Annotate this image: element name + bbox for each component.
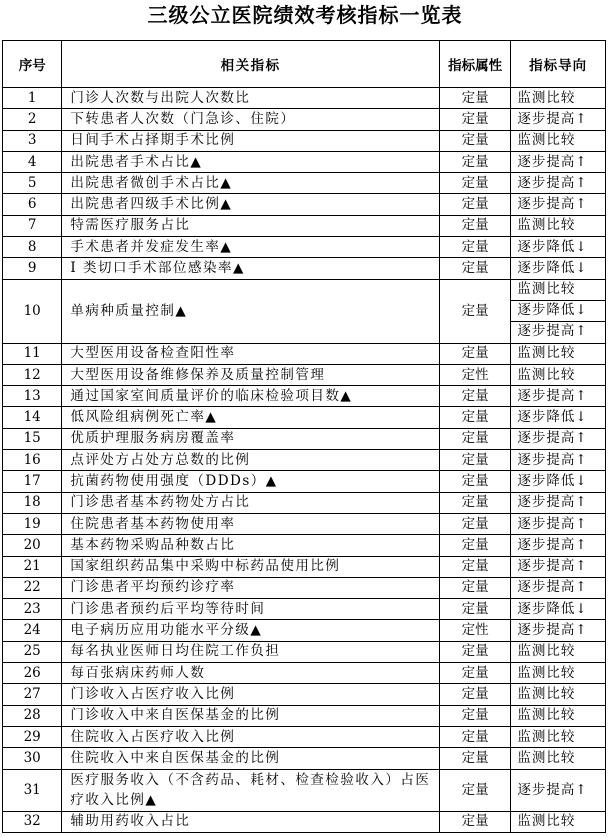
indicator-attribute: 定量	[439, 705, 510, 726]
row-number: 18	[3, 492, 62, 513]
direction-option: 逐步降低↓	[511, 300, 605, 321]
indicator-attribute: 定量	[439, 684, 510, 705]
indicator-name: 门诊收入占医疗收入比例	[62, 684, 440, 705]
row-number: 5	[3, 173, 62, 194]
table-row	[3, 726, 606, 747]
indicator-name: 下转患者人次数（门急诊、住院）	[62, 109, 440, 130]
indicator-direction: 逐步提高↑	[511, 428, 606, 449]
table-row	[3, 620, 606, 641]
row-number: 12	[3, 364, 62, 385]
page-title: 三级公立医院绩效考核指标一览表	[147, 3, 463, 27]
indicator-attribute: 定量	[439, 237, 510, 258]
indicator-attribute: 定性	[439, 620, 510, 641]
indicator-direction: 逐步提高↑	[511, 194, 606, 215]
indicator-attribute: 定量	[439, 258, 510, 279]
indicator-name: 大型医用设备维修保养及质量控制管理	[62, 364, 440, 385]
direction-option: 监测比较	[517, 280, 576, 297]
row-number: 7	[3, 215, 62, 236]
row-number: 9	[3, 258, 62, 279]
indicator-attribute: 定量	[439, 641, 510, 662]
indicator-direction: 监测比较	[511, 705, 606, 726]
row-number: 23	[3, 599, 62, 620]
row-number: 17	[3, 471, 62, 492]
indicator-direction: 逐步提高↑	[511, 769, 606, 811]
indicator-name: 住院收入中来自医保基金的比例	[62, 748, 440, 769]
indicator-direction: 监测比较	[511, 726, 606, 747]
indicator-name: 手术患者并发症发生率▲	[62, 237, 440, 258]
table-row	[3, 364, 606, 385]
table-row	[3, 194, 606, 215]
indicator-name: 每百张病床药师人数	[62, 663, 440, 684]
indicator-direction: 逐步提高↑	[511, 620, 606, 641]
indicator-name: 国家组织药品集中采购中标药品使用比例	[62, 556, 440, 577]
indicator-attribute: 定量	[439, 492, 510, 513]
table-row	[3, 577, 606, 598]
table-row	[3, 663, 606, 684]
indicator-name: 医疗服务收入（不含药品、耗材、检查检验收入）占医疗收入比例▲	[62, 769, 440, 811]
table-row	[3, 173, 606, 194]
row-number: 19	[3, 513, 62, 534]
row-number: 21	[3, 556, 62, 577]
indicator-direction: 逐步降低↓	[511, 407, 606, 428]
row-number: 32	[3, 811, 62, 832]
row-number: 15	[3, 428, 62, 449]
table-row	[3, 535, 606, 556]
indicator-direction: 逐步降低↓	[511, 258, 606, 279]
indicator-name: 门诊人次数与出院人次数比	[62, 88, 440, 109]
indicator-name: 点评处方占处方总数的比例	[62, 450, 440, 471]
indicator-name: 出院患者手术占比▲	[62, 151, 440, 172]
row-number: 3	[3, 130, 62, 151]
indicator-attribute: 定量	[439, 471, 510, 492]
row-number: 10	[3, 279, 62, 343]
row-number: 30	[3, 748, 62, 769]
indicator-direction: 逐步提高↑	[511, 173, 606, 194]
table-row	[3, 811, 606, 832]
indicator-name: 门诊患者平均预约诊疗率	[62, 577, 440, 598]
indicator-attribute: 定量	[439, 726, 510, 747]
table-row	[3, 151, 606, 172]
header-no: 序号	[3, 41, 62, 88]
indicator-attribute: 定量	[439, 88, 510, 109]
indicator-attribute: 定量	[439, 386, 510, 407]
indicator-direction: 逐步降低↓	[511, 599, 606, 620]
indicator-direction	[511, 279, 606, 343]
indicator-direction: 监测比较	[511, 663, 606, 684]
table-row	[3, 407, 606, 428]
table-row	[3, 556, 606, 577]
indicator-attribute: 定量	[439, 194, 510, 215]
table-row	[3, 641, 606, 662]
indicator-name: 出院患者四级手术比例▲	[62, 194, 440, 215]
indicator-direction: 逐步降低↓	[511, 471, 606, 492]
indicator-name: 特需医疗服务占比	[62, 215, 440, 236]
indicator-direction: 监测比较	[511, 364, 606, 385]
table-row	[3, 513, 606, 534]
indicator-name: 门诊收入中来自医保基金的比例	[62, 705, 440, 726]
indicator-name: 基本药物采购品种数占比	[62, 535, 440, 556]
indicator-name: 电子病历应用功能水平分级▲	[62, 620, 440, 641]
indicator-direction: 监测比较	[511, 684, 606, 705]
indicator-attribute: 定量	[439, 599, 510, 620]
row-number: 16	[3, 450, 62, 471]
indicator-attribute: 定量	[439, 279, 510, 343]
table-row	[3, 769, 606, 811]
indicator-attribute: 定量	[439, 556, 510, 577]
header-dir: 指标导向	[511, 41, 606, 88]
row-number: 24	[3, 620, 62, 641]
table-row	[3, 705, 606, 726]
table-row	[3, 450, 606, 471]
indicator-direction: 监测比较	[511, 130, 606, 151]
table-row	[3, 215, 606, 236]
indicator-attribute: 定量	[439, 151, 510, 172]
indicator-direction: 监测比较	[511, 343, 606, 364]
table-row	[3, 386, 606, 407]
row-number: 2	[3, 109, 62, 130]
table-row	[3, 130, 606, 151]
indicator-name: 大型医用设备检查阳性率	[62, 343, 440, 364]
indicator-direction: 逐步提高↑	[511, 151, 606, 172]
indicator-attribute: 定量	[439, 811, 510, 832]
indicator-attribute: 定量	[439, 407, 510, 428]
indicator-attribute: 定量	[439, 535, 510, 556]
indicator-direction: 逐步降低↓	[511, 237, 606, 258]
indicator-attribute: 定量	[439, 130, 510, 151]
indicator-attribute: 定量	[439, 663, 510, 684]
indicator-attribute: 定量	[439, 513, 510, 534]
indicator-attribute: 定性	[439, 364, 510, 385]
indicator-name: 门诊患者预约后平均等待时间	[62, 599, 440, 620]
table-row	[3, 492, 606, 513]
indicator-direction: 监测比较	[511, 748, 606, 769]
table-row	[3, 599, 606, 620]
header-name: 相关指标	[62, 41, 440, 88]
row-number: 25	[3, 641, 62, 662]
row-number: 22	[3, 577, 62, 598]
indicator-name: I 类切口手术部位感染率▲	[62, 258, 440, 279]
indicator-name: 出院患者微创手术占比▲	[62, 173, 440, 194]
row-number: 8	[3, 237, 62, 258]
indicator-direction: 监测比较	[511, 88, 606, 109]
indicator-name: 门诊患者基本药物处方占比	[62, 492, 440, 513]
indicator-name: 低风险组病例死亡率▲	[62, 407, 440, 428]
indicator-name: 住院收入占医疗收入比例	[62, 726, 440, 747]
table-row	[3, 237, 606, 258]
row-number: 6	[3, 194, 62, 215]
indicator-attribute: 定量	[439, 450, 510, 471]
table-row	[3, 258, 606, 279]
indicator-direction: 监测比较	[511, 215, 606, 236]
indicator-attribute: 定量	[439, 173, 510, 194]
indicator-direction: 逐步提高↑	[511, 577, 606, 598]
indicator-name: 住院患者基本药物使用率	[62, 513, 440, 534]
indicator-direction: 逐步提高↑	[511, 492, 606, 513]
indicator-attribute: 定量	[439, 215, 510, 236]
row-number: 27	[3, 684, 62, 705]
indicator-name: 通过国家室间质量评价的临床检验项目数▲	[62, 386, 440, 407]
indicator-attribute: 定量	[439, 109, 510, 130]
table-row	[3, 471, 606, 492]
indicator-table	[2, 40, 606, 833]
indicator-direction: 逐步提高↑	[511, 450, 606, 471]
indicator-name: 单病种质量控制▲	[62, 279, 440, 343]
table-row	[3, 109, 606, 130]
direction-option: 逐步提高↑	[511, 321, 605, 342]
row-number: 1	[3, 88, 62, 109]
indicator-attribute: 定量	[439, 343, 510, 364]
row-number: 13	[3, 386, 62, 407]
indicator-direction: 监测比较	[511, 641, 606, 662]
row-number: 26	[3, 663, 62, 684]
indicator-name: 辅助用药收入占比	[62, 811, 440, 832]
indicator-name: 抗菌药物使用强度（DDDs）▲	[62, 471, 440, 492]
indicator-attribute: 定量	[439, 748, 510, 769]
row-number: 29	[3, 726, 62, 747]
indicator-direction: 逐步提高↑	[511, 513, 606, 534]
table-row	[3, 684, 606, 705]
table-row	[3, 428, 606, 449]
indicator-attribute: 定量	[439, 769, 510, 811]
indicator-name: 优质护理服务病房覆盖率	[62, 428, 440, 449]
row-number: 11	[3, 343, 62, 364]
table-row	[3, 343, 606, 364]
indicator-direction: 逐步提高↑	[511, 109, 606, 130]
table-row	[3, 88, 606, 109]
table-row	[3, 748, 606, 769]
indicator-attribute: 定量	[439, 428, 510, 449]
indicator-direction: 逐步提高↑	[511, 556, 606, 577]
indicator-name: 每名执业医师日均住院工作负担	[62, 641, 440, 662]
row-number: 4	[3, 151, 62, 172]
indicator-direction: 逐步提高↑	[511, 386, 606, 407]
row-number: 31	[3, 769, 62, 811]
table-row	[3, 279, 606, 343]
row-number: 14	[3, 407, 62, 428]
indicator-attribute: 定量	[439, 577, 510, 598]
row-number: 20	[3, 535, 62, 556]
indicator-name: 日间手术占择期手术比例	[62, 130, 440, 151]
indicator-direction: 逐步提高↑	[511, 535, 606, 556]
indicator-direction: 监测比较	[511, 811, 606, 832]
header-attr: 指标属性	[439, 41, 510, 88]
table-header-row	[3, 41, 606, 88]
row-number: 28	[3, 705, 62, 726]
